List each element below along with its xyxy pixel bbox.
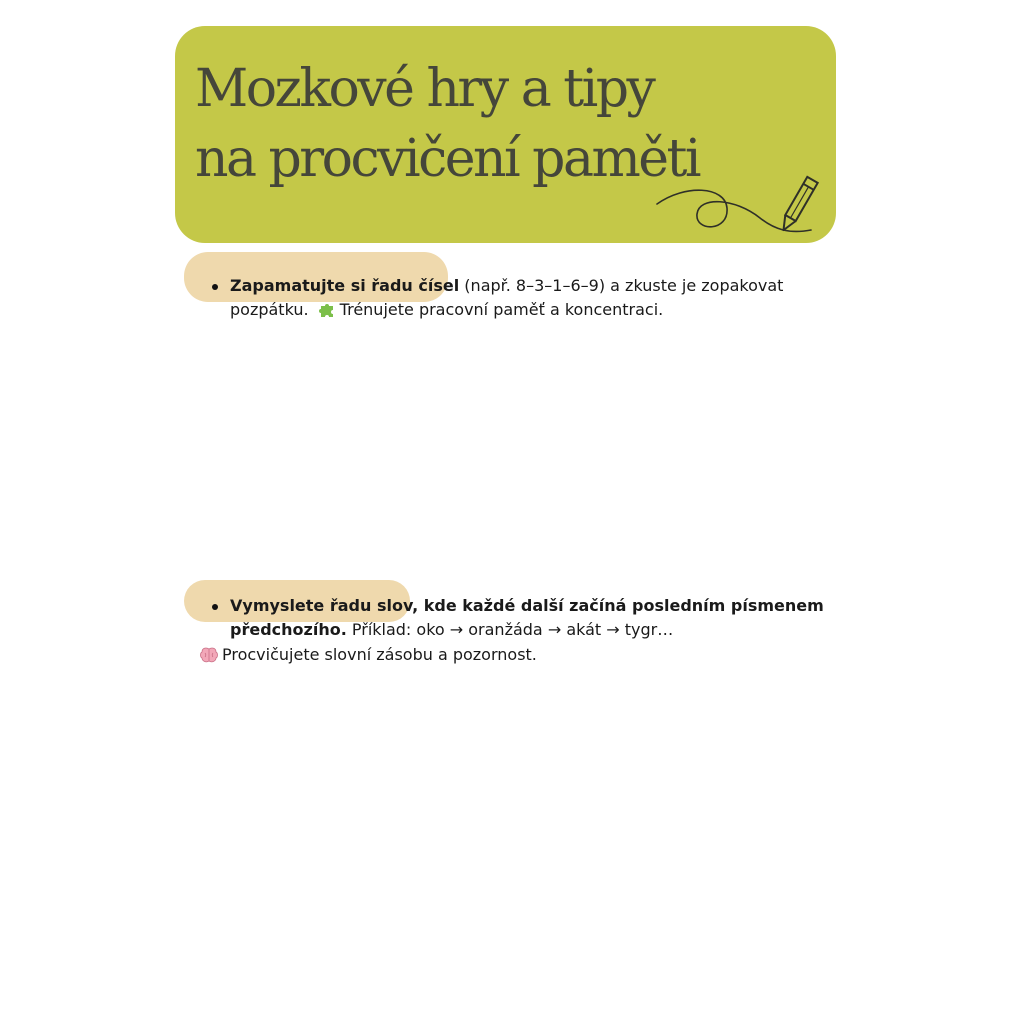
tip-benefit-line	[200, 643, 537, 667]
bullet	[212, 604, 218, 610]
brain-icon	[200, 647, 218, 663]
tip-bold-text: Zapamatujte si řadu čísel	[230, 276, 460, 295]
page-title	[195, 54, 699, 194]
tip-bold-text: Vymyslete řadu slov, kde každé další začíná posledním písmenem předchozího.	[230, 596, 824, 639]
tip-text: (např. 8–3–1–6–9) a zkuste je zopakovat pozpátku.	[230, 276, 784, 319]
title-line-1: Mozkové hry a tipy	[195, 59, 654, 119]
title-line-2: na procvičení paměti	[195, 129, 700, 189]
bullet	[212, 284, 218, 290]
tip-text: Příklad: oko → oranžáda → akát → tygr…	[346, 620, 674, 639]
tip-benefit-text: Trénujete pracovní paměť a koncentraci.	[339, 300, 664, 319]
puzzle-icon	[318, 300, 336, 318]
tip-benefit-text: Procvičujete slovní zásobu a pozornost.	[222, 645, 537, 664]
header-banner	[175, 26, 836, 243]
pencil-icon	[775, 172, 821, 238]
tip-item-1	[230, 274, 810, 322]
tip-item-2	[230, 594, 830, 642]
